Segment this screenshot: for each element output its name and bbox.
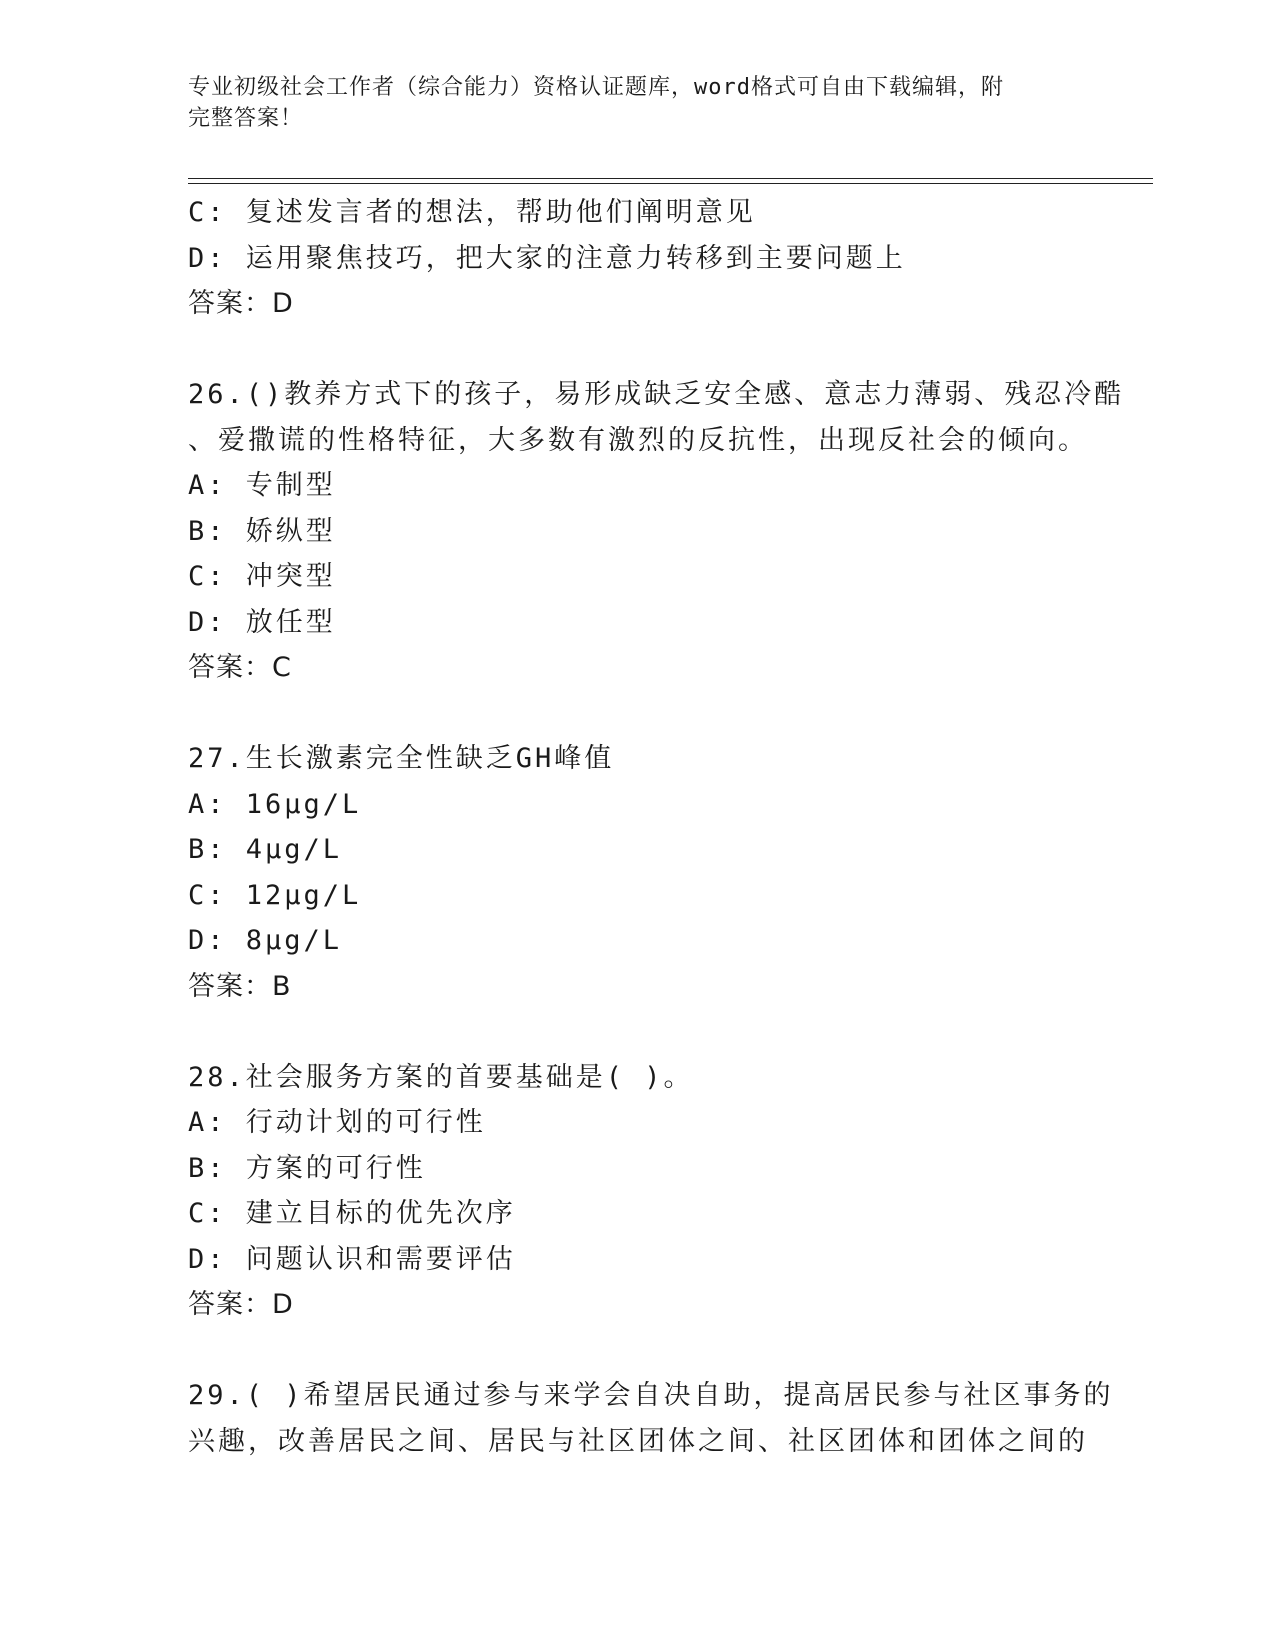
option-b: B: 娇纵型 <box>188 515 336 547</box>
option-d: D: 8μg/L <box>188 925 343 956</box>
spacer <box>188 1009 1148 1055</box>
option-c: C: 冲突型 <box>188 561 336 592</box>
question-29 <box>188 1373 1148 1464</box>
question-stem: 27.生长激素完全性缺乏GH峰值 <box>188 743 615 774</box>
question-stem: 26.()教养方式下的孩子，易形成缺乏安全感、意志力薄弱、残忍冷酷 <box>188 379 1125 410</box>
option-b: B: 方案的可行性 <box>188 1152 426 1184</box>
option-d: D: 问题认识和需要评估 <box>188 1243 516 1275</box>
option-d: D: 运用聚焦技巧，把大家的注意力转移到主要问题上 <box>188 242 906 274</box>
header-title-line-2: 完整答案！ <box>188 106 304 131</box>
option-c: C: 12μg/L <box>188 879 362 911</box>
spacer <box>188 1328 1148 1374</box>
question-27 <box>188 736 1148 1009</box>
option-a: A: 行动计划的可行性 <box>188 1107 486 1138</box>
question-stem: 28.社会服务方案的首要基础是( )。 <box>188 1061 694 1093</box>
header-title-line-1: 专业初级社会工作者（综合能力）资格认证题库，word格式可自由下载编辑，附 <box>188 75 1004 100</box>
answer: 答案：C <box>188 652 292 683</box>
answer: 答案：D <box>188 1289 294 1320</box>
answer: 答案：B <box>188 970 292 1002</box>
question-stem: 29.( )希望居民通过参与来学会自决自助，提高居民参与社区事务的 <box>188 1380 1114 1411</box>
option-c: C: 复述发言者的想法，帮助他们阐明意见 <box>188 197 756 228</box>
spacer <box>188 327 1148 373</box>
answer: 答案：D <box>188 288 294 319</box>
option-c: C: 建立目标的优先次序 <box>188 1198 516 1229</box>
header-divider-top <box>188 178 1153 179</box>
question-28 <box>188 1055 1148 1328</box>
header-divider-bottom <box>188 183 1153 184</box>
spacer <box>188 691 1148 737</box>
question-stem-continued: 、爱撒谎的性格特征，大多数有激烈的反抗性，出现反社会的倾向。 <box>188 424 1088 456</box>
question-26 <box>188 372 1148 691</box>
question-stem-continued: 兴趣，改善居民之间、居民与社区团体之间、社区团体和团体之间的 <box>188 1425 1088 1457</box>
option-a: A: 专制型 <box>188 470 336 501</box>
option-b: B: 4μg/L <box>188 834 343 865</box>
question-25-continued <box>188 190 1148 327</box>
question-list <box>188 190 1148 1464</box>
page-header <box>188 72 1088 134</box>
option-d: D: 放任型 <box>188 606 336 638</box>
option-a: A: 16μg/L <box>188 788 362 820</box>
